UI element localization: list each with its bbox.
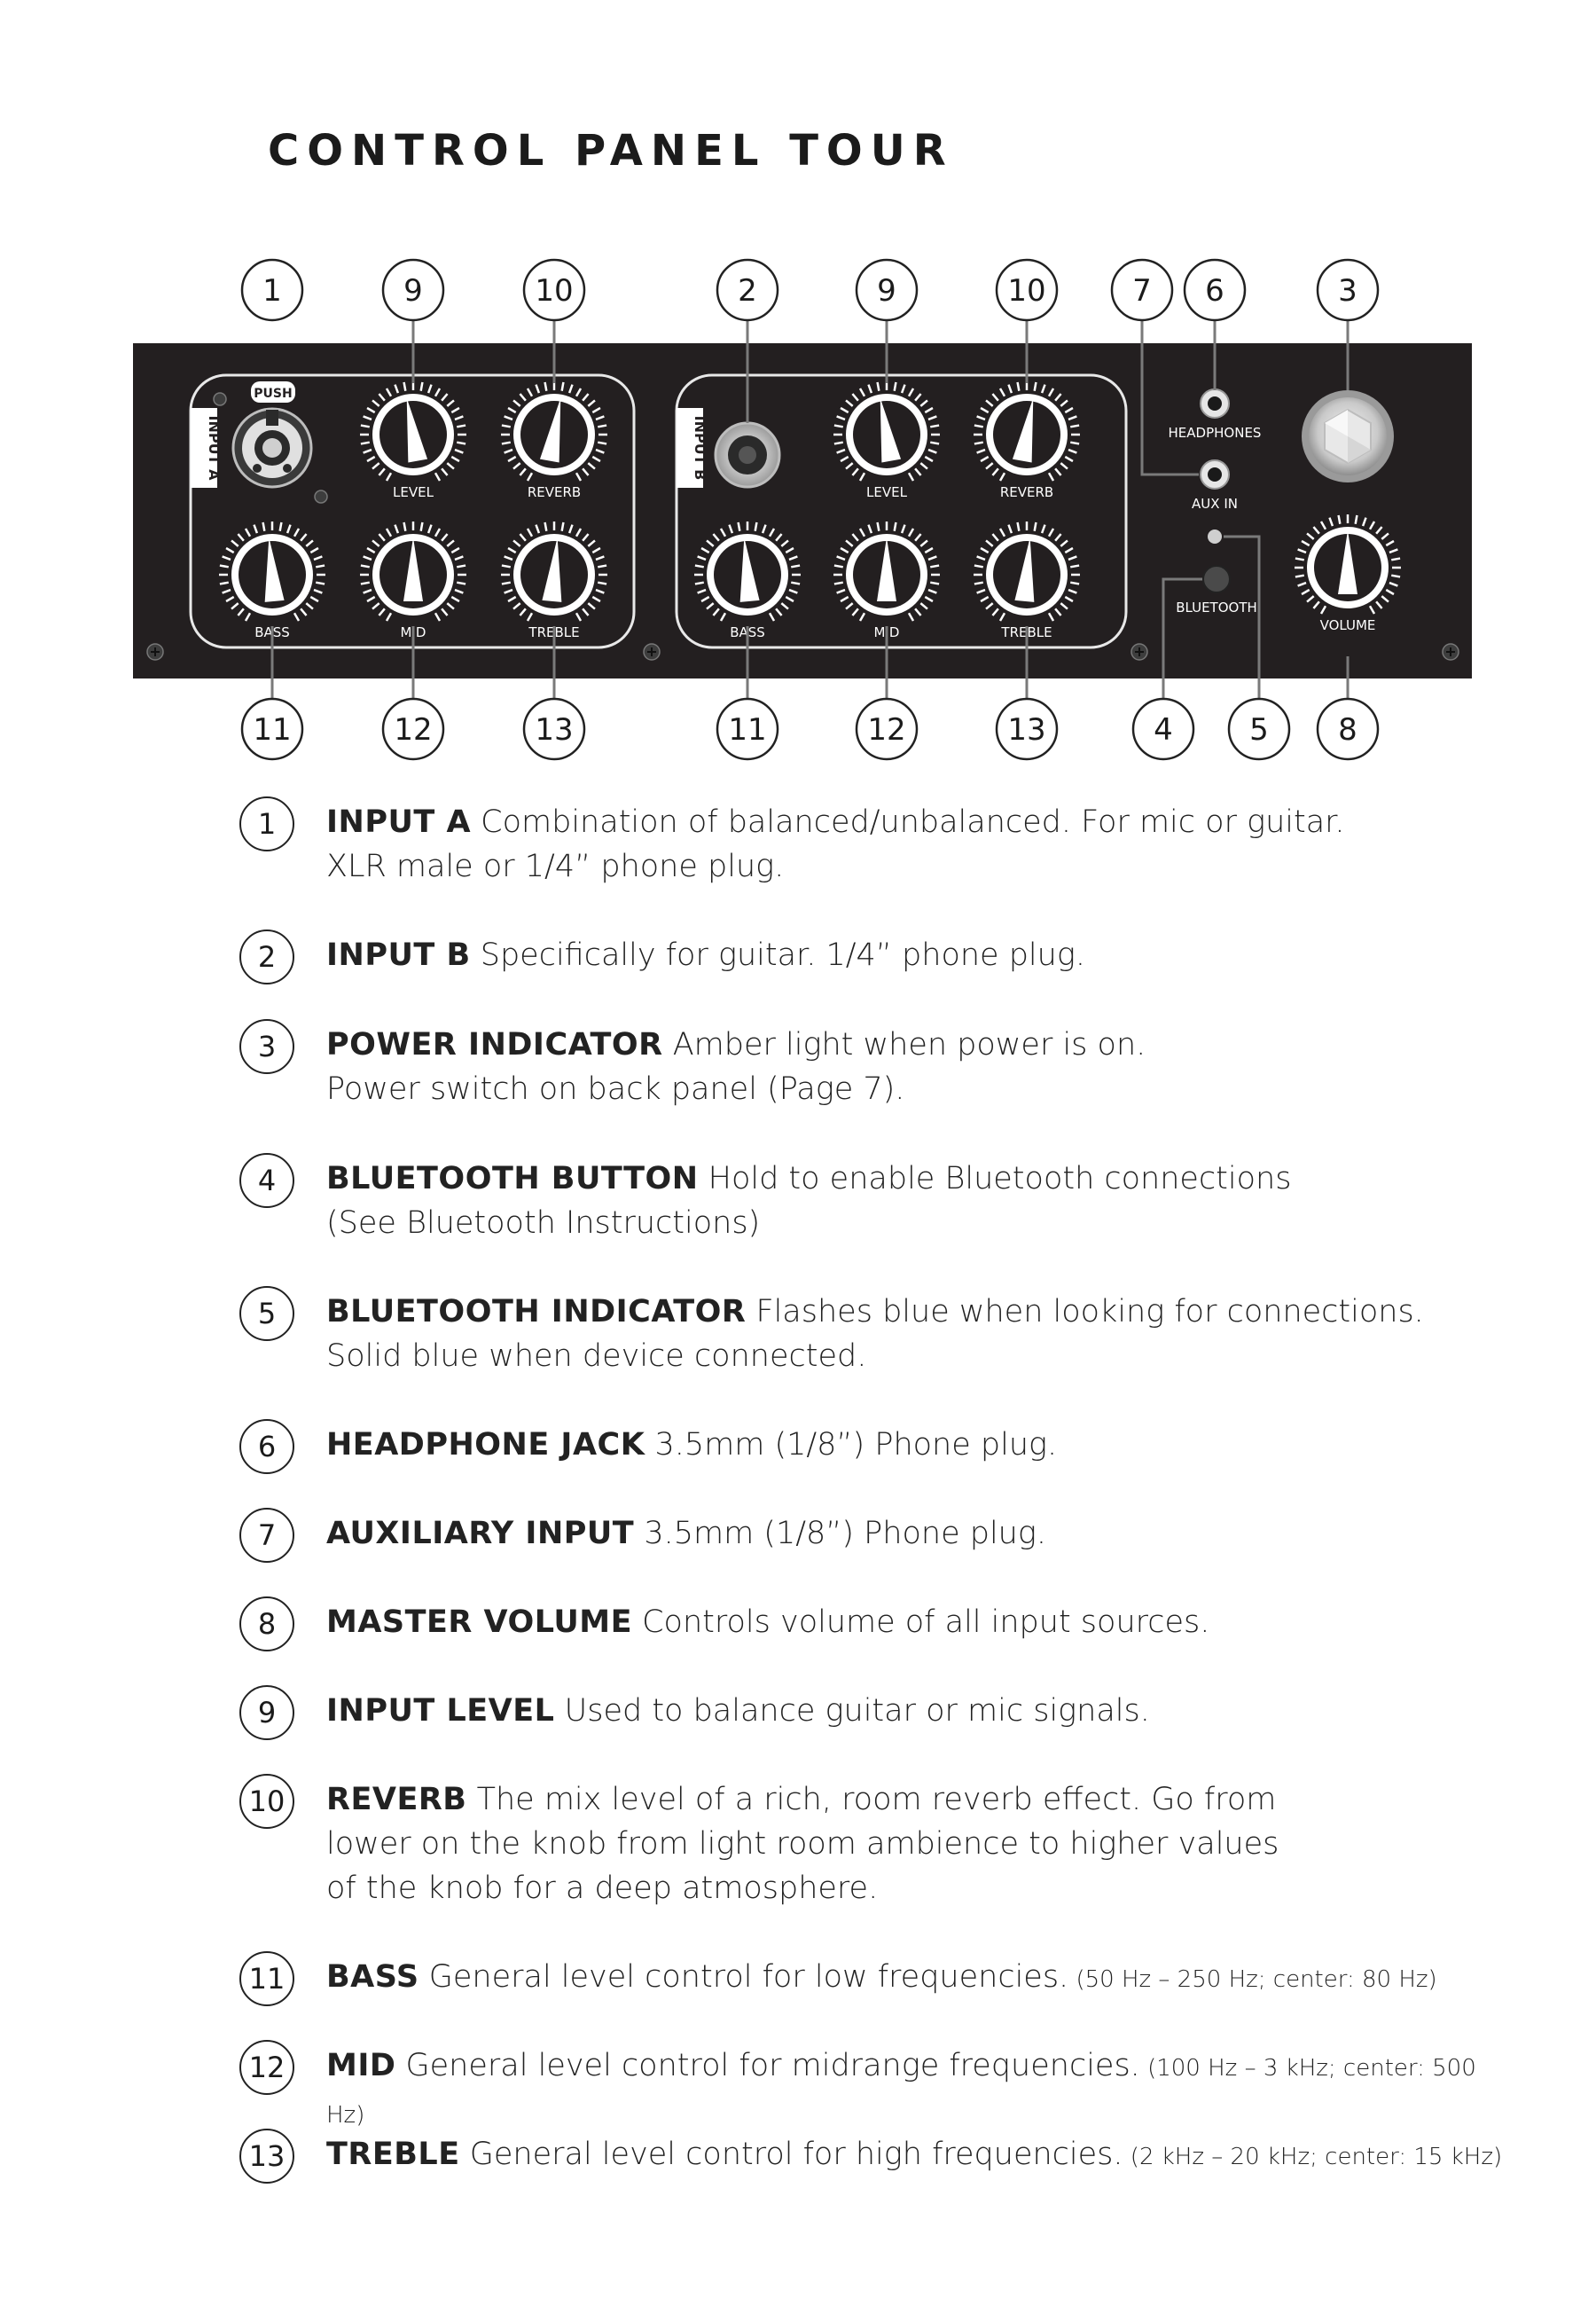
callout-number bbox=[1229, 699, 1289, 759]
callout-number bbox=[997, 699, 1057, 759]
panel-screw bbox=[1131, 644, 1147, 660]
description-number: 7 bbox=[239, 1508, 294, 1563]
description-number: 3 bbox=[239, 1019, 294, 1074]
svg-text:1: 1 bbox=[262, 273, 282, 309]
description-text bbox=[326, 800, 1507, 889]
description-text bbox=[326, 1511, 1507, 1556]
description-body: Controls volume of all input sources. bbox=[631, 1604, 1210, 1640]
description-number: 2 bbox=[239, 929, 294, 984]
panel-background bbox=[133, 343, 1472, 678]
description-continuation: lower on the knob from light room ambience to higher values bbox=[326, 1826, 1279, 1862]
svg-text:10: 10 bbox=[1007, 273, 1046, 309]
description-body: Combination of balanced/unbalanced. For mic or guitar. bbox=[471, 804, 1345, 840]
knob-label: REVERB bbox=[999, 484, 1054, 500]
svg-text:9: 9 bbox=[877, 273, 896, 309]
description-term: HEADPHONE JACK bbox=[326, 1427, 645, 1463]
panel-screw bbox=[644, 644, 660, 660]
callout-number bbox=[242, 260, 302, 320]
knob-label: REVERB bbox=[527, 484, 582, 500]
input-a-label: INPUT A bbox=[206, 415, 223, 481]
knob-label: MID bbox=[400, 624, 426, 640]
description-text bbox=[326, 1157, 1507, 1245]
description-term: INPUT LEVEL bbox=[326, 1693, 555, 1729]
knob-label: VOLUME bbox=[1319, 617, 1376, 633]
description-term: TREBLE bbox=[326, 2137, 460, 2172]
description-continuation: Solid blue when device connected. bbox=[326, 1338, 867, 1374]
description-term: INPUT B bbox=[326, 937, 471, 973]
description-term: MID bbox=[326, 2048, 396, 2083]
push-label: PUSH bbox=[254, 387, 293, 401]
description-text bbox=[326, 2132, 1507, 2179]
description-continuation: XLR male or 1/4” phone plug. bbox=[326, 849, 785, 884]
description-term: MASTER VOLUME bbox=[326, 1604, 632, 1640]
description-body: General level control for midrange frequencies. bbox=[395, 2048, 1140, 2083]
description-continuation: (See Bluetooth Instructions) bbox=[326, 1205, 761, 1241]
svg-text:11: 11 bbox=[728, 712, 767, 748]
description-body: Flashes blue when looking for connections. bbox=[746, 1294, 1424, 1329]
knob-label: MID bbox=[873, 624, 900, 640]
input-b-label: INPUT B bbox=[692, 415, 708, 481]
knob-label: TREBLE bbox=[528, 624, 580, 640]
callout-number bbox=[1112, 260, 1172, 320]
description-body: Specifically for guitar. 1/4” phone plug. bbox=[470, 937, 1085, 973]
knob-label: BASS bbox=[730, 624, 765, 640]
callout-number bbox=[1318, 260, 1378, 320]
svg-text:13: 13 bbox=[1007, 712, 1046, 748]
input-a-jack[interactable] bbox=[233, 409, 311, 487]
frequency-range: (2 kHz – 20 kHz; center: 15 kHz) bbox=[1123, 2144, 1503, 2170]
svg-text:3: 3 bbox=[1338, 273, 1357, 309]
svg-text:12: 12 bbox=[394, 712, 433, 748]
headphones-label: HEADPHONES bbox=[1168, 425, 1262, 441]
description-text bbox=[326, 1777, 1507, 1910]
callout-number bbox=[857, 699, 917, 759]
description-body: General level control for low frequencies. bbox=[419, 1959, 1069, 1995]
description-text bbox=[326, 1023, 1507, 1111]
control-panel-diagram bbox=[0, 0, 1596, 780]
description-text bbox=[326, 1955, 1507, 2002]
callout-number bbox=[1318, 699, 1378, 759]
svg-text:4: 4 bbox=[1154, 712, 1173, 748]
description-number: 12 bbox=[239, 2040, 294, 2095]
description-body: The mix level of a rich, room reverb effect. Go from bbox=[466, 1782, 1277, 1817]
panel-screw bbox=[1443, 644, 1459, 660]
description-body: 3.5mm (1/8”) Phone plug. bbox=[634, 1516, 1046, 1551]
power-indicator bbox=[1302, 390, 1394, 482]
description-term: AUXILIARY INPUT bbox=[326, 1516, 635, 1551]
callout-number bbox=[717, 260, 778, 320]
bluetooth-button[interactable] bbox=[1203, 566, 1230, 592]
callout-number bbox=[383, 260, 443, 320]
description-term: BASS bbox=[326, 1959, 419, 1995]
description-body: Amber light when power is on. bbox=[662, 1027, 1146, 1063]
callout-number bbox=[1185, 260, 1245, 320]
description-text bbox=[326, 2043, 1507, 2137]
description-body: Used to balance guitar or mic signals. bbox=[554, 1693, 1150, 1729]
svg-text:12: 12 bbox=[867, 712, 906, 748]
callout-number bbox=[997, 260, 1057, 320]
svg-text:13: 13 bbox=[535, 712, 574, 748]
description-number: 9 bbox=[239, 1685, 294, 1740]
aux-in-jack[interactable] bbox=[1201, 460, 1229, 489]
description-text bbox=[326, 1689, 1507, 1733]
description-continuation: Power switch on back panel (Page 7). bbox=[326, 1071, 905, 1107]
description-text bbox=[326, 1290, 1507, 1378]
svg-text:6: 6 bbox=[1205, 273, 1224, 309]
description-number: 5 bbox=[239, 1286, 294, 1341]
description-text bbox=[326, 1423, 1507, 1467]
callout-number bbox=[383, 699, 443, 759]
description-text bbox=[326, 1600, 1507, 1644]
frequency-range: (50 Hz – 250 Hz; center: 80 Hz) bbox=[1068, 1966, 1437, 1993]
callout-number bbox=[717, 699, 778, 759]
panel-screw bbox=[147, 644, 163, 660]
callout-number bbox=[524, 260, 584, 320]
description-number: 1 bbox=[239, 796, 294, 851]
description-continuation: of the knob for a deep atmosphere. bbox=[326, 1871, 879, 1906]
description-number: 10 bbox=[239, 1774, 294, 1829]
description-text bbox=[326, 933, 1507, 977]
svg-text:11: 11 bbox=[253, 712, 292, 748]
frequency-range: (100 Hz – 3 kHz; center: 500 Hz) bbox=[326, 2055, 1476, 2129]
svg-text:8: 8 bbox=[1338, 712, 1357, 748]
description-body: General level control for high frequencies. bbox=[459, 2137, 1123, 2172]
bluetooth-indicator bbox=[1208, 529, 1222, 544]
headphones-jack[interactable] bbox=[1201, 389, 1229, 418]
knob-label: LEVEL bbox=[393, 484, 434, 500]
description-term: REVERB bbox=[326, 1782, 467, 1817]
description-number: 4 bbox=[239, 1153, 294, 1208]
knob-label: BASS bbox=[254, 624, 290, 640]
svg-text:5: 5 bbox=[1249, 712, 1269, 748]
description-term: BLUETOOTH INDICATOR bbox=[326, 1294, 747, 1329]
description-term: BLUETOOTH BUTTON bbox=[326, 1161, 699, 1196]
description-term: POWER INDICATOR bbox=[326, 1027, 663, 1063]
svg-text:7: 7 bbox=[1132, 273, 1152, 309]
svg-text:9: 9 bbox=[403, 273, 423, 309]
input-a-screw-bottom bbox=[315, 490, 327, 503]
svg-text:2: 2 bbox=[738, 273, 757, 309]
description-body: 3.5mm (1/8”) Phone plug. bbox=[645, 1427, 1058, 1463]
svg-text:10: 10 bbox=[535, 273, 574, 309]
description-term: INPUT A bbox=[326, 804, 472, 840]
input-b-jack[interactable] bbox=[716, 423, 779, 487]
knob-label: TREBLE bbox=[1001, 624, 1052, 640]
description-body: Hold to enable Bluetooth connections bbox=[698, 1161, 1292, 1196]
knob-label: LEVEL bbox=[866, 484, 907, 500]
description-number: 11 bbox=[239, 1951, 294, 2006]
callout-number bbox=[524, 699, 584, 759]
page-title: CONTROL PANEL TOUR bbox=[268, 126, 954, 176]
callout-number bbox=[857, 260, 917, 320]
callout-number bbox=[242, 699, 302, 759]
input-a-screw-top bbox=[214, 393, 226, 405]
aux-in-label: AUX IN bbox=[1192, 496, 1238, 512]
description-number: 8 bbox=[239, 1596, 294, 1651]
description-number: 13 bbox=[239, 2129, 294, 2184]
callout-number bbox=[1133, 699, 1193, 759]
description-number: 6 bbox=[239, 1419, 294, 1474]
bluetooth-label: BLUETOOTH bbox=[1176, 600, 1257, 616]
